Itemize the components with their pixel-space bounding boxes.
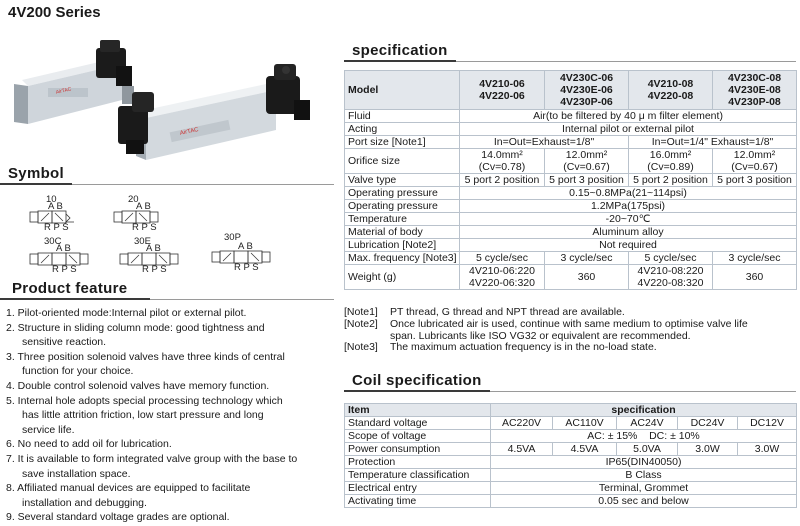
spec-value: Aluminum alloy (460, 226, 797, 239)
coil-label: Power consumption (345, 443, 491, 456)
model-code: 4V220-06 (479, 90, 525, 102)
coil-value: 0.05 sec and below (491, 495, 797, 508)
spec-table (344, 70, 797, 290)
valve-symbols (28, 192, 328, 274)
feature-item (6, 379, 336, 394)
feature-text: 2. Structure in sliding column mode: good tightness and (6, 321, 265, 334)
coil-item-label: Item (345, 404, 491, 417)
product-feature-rule (150, 299, 334, 300)
model-code: 4V230E-06 (560, 84, 613, 96)
spec-row-material (345, 226, 797, 239)
feature-item (6, 452, 336, 481)
note-line: span. Lubricants like ISO VG32 or equivalent are recommended. (390, 329, 691, 342)
feature-list (6, 306, 336, 525)
spec-row-port (345, 136, 797, 149)
feature-item (6, 510, 336, 525)
symbol-30p (212, 232, 270, 273)
symbol-underline (0, 183, 72, 185)
feature-text-cont: has little attrition friction, low start pressure and long (22, 409, 264, 422)
symbol-label-10: 10 (46, 194, 57, 205)
spec-value: In=Out=Exhaust=1/8" (460, 136, 629, 149)
spec-value: -20~70℃ (460, 213, 797, 226)
feature-text-cont: function for your choice. (22, 365, 134, 378)
spec-label: Weight (g) (345, 265, 460, 290)
specification-underline (344, 60, 456, 62)
spec-value (713, 149, 797, 174)
spec-value: 5 cycle/sec (629, 252, 713, 265)
coil-value: 4.5VA (553, 443, 617, 456)
coil-heading: Coil specification (352, 372, 482, 389)
spec-row-fluid (345, 110, 797, 123)
symbol-label-30p: 30P (224, 232, 241, 243)
coil-value: Terminal, Grommet (491, 482, 797, 495)
coil-value: AC110V (553, 417, 617, 430)
coil-value: 3.0W (678, 443, 738, 456)
spec-value: 360 (713, 265, 797, 290)
symbol-20 (114, 194, 158, 233)
symbol-30c-ports-top: A B (56, 243, 71, 254)
spec-value: Internal pilot or external pilot (460, 123, 797, 136)
feature-text: 7. It is available to form integrated valve group with the base to (6, 452, 298, 465)
coil-row-power (345, 443, 797, 456)
coil-value: DC24V (678, 417, 738, 430)
note-text: The maximum actuation frequency is in the no-load state. (390, 341, 657, 354)
feature-item (6, 321, 336, 350)
coil-row-scope (345, 430, 797, 443)
model-code: 4V210-06 (479, 78, 525, 90)
coil-value: AC: ± 15% DC: ± 10% (491, 430, 797, 443)
orifice-cv: (Cv=0.89) (647, 161, 694, 173)
spec-label: Orifice size (345, 149, 460, 174)
spec-label: Temperature (345, 213, 460, 226)
coil-value: AC24V (617, 417, 678, 430)
spec-row-op-pressure (345, 187, 797, 200)
feature-text: 5. Internal hole adopts special processing technology which (6, 394, 283, 407)
feature-text-cont: save installation space. (22, 467, 131, 480)
coil-spec-label: specification (491, 404, 797, 417)
spec-value: 5 port 3 position (713, 174, 797, 187)
spec-value (460, 149, 545, 174)
coil-row-protection (345, 456, 797, 469)
coil-label: Scope of voltage (345, 430, 491, 443)
spec-label: Fluid (345, 110, 460, 123)
coil-value: DC12V (738, 417, 797, 430)
orifice-area: 14.0mm² (481, 149, 523, 161)
spec-value: 0.15~0.8MPa(21~114psi) (460, 187, 797, 200)
spec-value: 3 cycle/sec (713, 252, 797, 265)
note-text (390, 319, 796, 343)
coil-label: Temperature classification (345, 469, 491, 482)
model-code: 4V210-08 (647, 78, 694, 90)
coil-row-voltage (345, 417, 797, 430)
spec-model-cell (545, 71, 629, 110)
spec-label: Valve type (345, 174, 460, 187)
series-title: 4V200 Series (8, 4, 101, 21)
valve-brand-front: AirTAC (179, 127, 200, 137)
symbol-label-30c: 30C (44, 236, 62, 247)
note-text: PT thread, G thread and NPT thread are available. (390, 306, 625, 318)
spec-value: 5 cycle/sec (460, 252, 545, 265)
feature-item (6, 481, 336, 510)
spec-notes (344, 307, 796, 354)
symbol-30c (30, 236, 88, 274)
feature-item (6, 437, 336, 452)
feature-text: 6. No need to add oil for lubrication. (6, 438, 172, 451)
spec-model-label: Model (345, 71, 460, 110)
single-solenoid-valve (14, 40, 134, 124)
spec-label: Material of body (345, 226, 460, 239)
coil-header-row (345, 404, 797, 417)
coil-label: Standard voltage (345, 417, 491, 430)
coil-value: B Class (491, 469, 797, 482)
orifice-cv: (Cv=0.78) (478, 161, 526, 173)
spec-value: 5 port 2 position (629, 174, 713, 187)
note-tag: [Note1] (344, 306, 378, 318)
orifice-cv: (Cv=0.67) (731, 161, 778, 173)
symbol-20-ports-bottom: R P S (132, 222, 157, 233)
symbol-10-ports-bottom: R P S (44, 222, 69, 233)
coil-label: Electrical entry (345, 482, 491, 495)
spec-value (629, 265, 713, 290)
spec-value: 1.2MPa(175psi) (460, 200, 797, 213)
product-feature-underline (0, 298, 150, 300)
spec-label: Acting (345, 123, 460, 136)
spec-value (460, 265, 545, 290)
note-2 (344, 319, 796, 343)
specification-heading: specification (352, 42, 448, 59)
symbol-heading: Symbol (8, 165, 64, 182)
symbol-label-30e: 30E (134, 236, 151, 247)
weight-line: 4V210-06:220 (469, 265, 535, 277)
orifice-cv: (Cv=0.67) (563, 161, 610, 173)
note-tag: [Note3] (344, 341, 378, 354)
spec-value (545, 149, 629, 174)
spec-label: Operating pressure (345, 200, 460, 213)
weight-line: 4V220-08:320 (637, 277, 704, 289)
spec-label: Operating pressure (345, 187, 460, 200)
spec-row-valve-type (345, 174, 797, 187)
feature-item (6, 394, 336, 438)
symbol-10 (30, 194, 74, 233)
spec-model-row (345, 71, 797, 110)
feature-text: 9. Several standard voltage grades are optional. (6, 511, 230, 524)
spec-value: 360 (545, 265, 629, 290)
spec-value: 5 port 3 position (545, 174, 629, 187)
spec-value: 5 port 2 position (460, 174, 545, 187)
spec-row-lubrication (345, 239, 797, 252)
symbol-30e (120, 236, 178, 274)
feature-text: 4. Double control solenoid valves have memory function. (6, 379, 270, 392)
spec-row-test-pressure (345, 200, 797, 213)
spec-value: Not required (460, 239, 797, 252)
coil-value: 3.0W (738, 443, 797, 456)
weight-line: 4V220-06:320 (469, 277, 535, 289)
spec-row-max-frequency (345, 252, 797, 265)
note-line: Once lubricated air is used, continue with same medium to optimise valve life (390, 317, 748, 330)
coil-row-time (345, 495, 797, 508)
feature-text-cont: sensitive reaction. (22, 336, 107, 349)
coil-row-temp-class (345, 469, 797, 482)
coil-row-entry (345, 482, 797, 495)
coil-underline (344, 390, 490, 392)
symbol-10-ports-top: A B (48, 201, 63, 212)
symbol-label-20: 20 (128, 194, 139, 205)
model-code: 4V230P-08 (728, 96, 781, 108)
spec-value: In=Out=1/4" Exhaust=1/8" (629, 136, 797, 149)
model-code: 4V230P-06 (560, 96, 613, 108)
orifice-area: 16.0mm² (649, 149, 692, 161)
spec-label: Lubrication [Note2] (345, 239, 460, 252)
symbol-30e-ports-bottom: R P S (142, 264, 167, 274)
specification-rule (456, 61, 796, 62)
weight-line: 4V210-08:220 (637, 265, 704, 277)
spec-label: Max. frequency [Note3] (345, 252, 460, 265)
symbol-30p-ports-top: A B (238, 241, 253, 252)
spec-model-cell (713, 71, 797, 110)
spec-row-orifice (345, 149, 797, 174)
product-image (4, 40, 334, 166)
symbol-30c-ports-bottom: R P S (52, 264, 77, 274)
symbol-rule (72, 184, 334, 185)
coil-rule (490, 391, 796, 392)
feature-text: 8. Affiliated manual devices are equipped to facilitate (6, 482, 251, 495)
double-solenoid-valve (118, 64, 310, 160)
feature-text: 1. Pilot-oriented mode:Internal pilot or external pilot. (6, 307, 247, 319)
model-code: 4V230C-08 (727, 72, 782, 84)
feature-item (6, 350, 336, 379)
coil-label: Protection (345, 456, 491, 469)
coil-table (344, 403, 797, 508)
feature-text: 3. Three position solenoid valves have three kinds of central (6, 350, 285, 363)
model-code: 4V220-08 (647, 90, 694, 102)
spec-label: Port size [Note1] (345, 136, 460, 149)
product-feature-heading: Product feature (12, 280, 128, 297)
feature-text-cont: installation and debugging. (22, 496, 147, 509)
spec-value: Air(to be filtered by 40 μ m filter element) (460, 110, 797, 123)
coil-value: 4.5VA (491, 443, 553, 456)
symbol-20-ports-top: A B (136, 201, 151, 212)
spec-row-weight (345, 265, 797, 290)
symbol-30p-ports-bottom: R P S (234, 262, 259, 273)
coil-value: AC220V (491, 417, 553, 430)
orifice-area: 12.0mm² (565, 149, 608, 161)
model-code: 4V230C-06 (559, 72, 614, 84)
coil-value: IP65(DIN40050) (491, 456, 797, 469)
feature-text-cont: service life. (22, 423, 75, 436)
orifice-area: 12.0mm² (733, 149, 776, 161)
model-code: 4V230E-08 (728, 84, 781, 96)
feature-item (6, 306, 336, 321)
coil-label: Activating time (345, 495, 491, 508)
spec-row-temperature (345, 213, 797, 226)
spec-value: 3 cycle/sec (545, 252, 629, 265)
spec-model-cell (629, 71, 713, 110)
spec-value (629, 149, 713, 174)
coil-value: 5.0VA (617, 443, 678, 456)
spec-model-cell (460, 71, 545, 110)
symbol-30e-ports-top: A B (146, 243, 161, 254)
spec-row-acting (345, 123, 797, 136)
note-tag: [Note2] (344, 317, 378, 330)
valve-brand-back: AirTAC (55, 86, 73, 96)
note-3 (344, 342, 796, 354)
